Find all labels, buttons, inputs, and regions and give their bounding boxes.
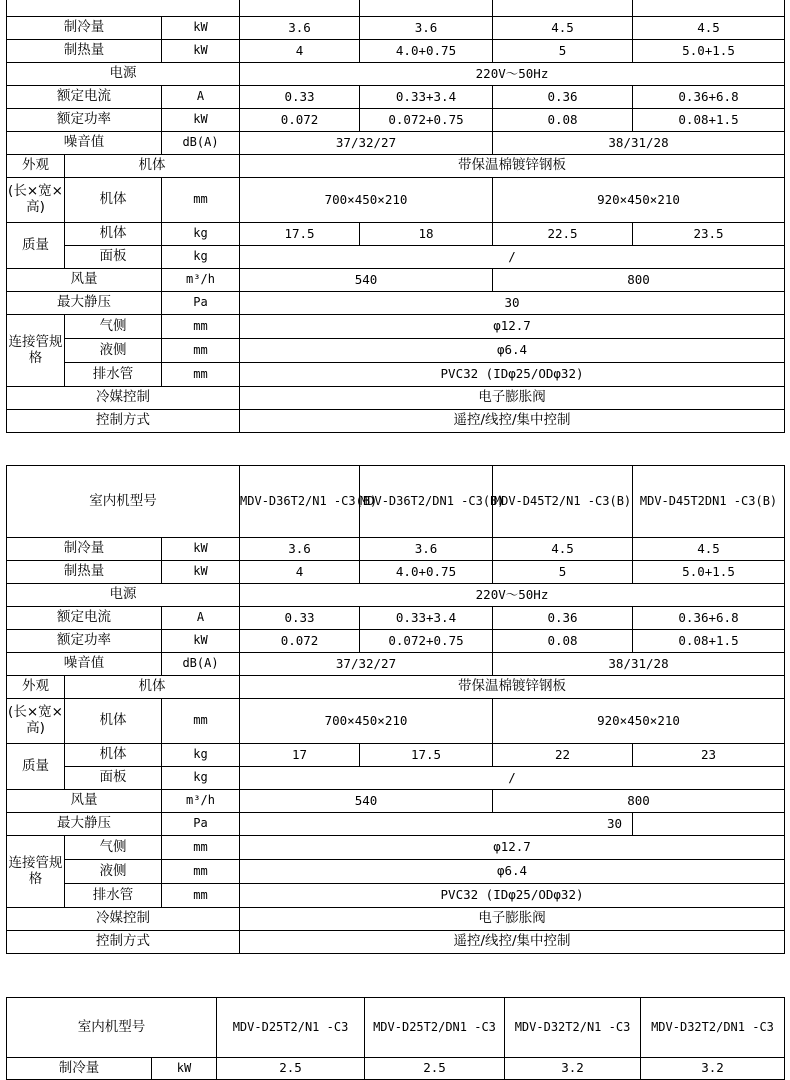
value-cell: φ12.7 [240, 836, 785, 860]
heating-label: 制热量 [7, 40, 162, 63]
value-cell: 920×450×210 [493, 699, 785, 744]
model-name: MDV-D36T2/DN1 -C3(B) [360, 466, 493, 538]
power-supply-label: 电源 [7, 584, 240, 607]
table-row [7, 561, 785, 584]
table-row [7, 813, 785, 836]
body-label: 机体 [65, 676, 240, 699]
unit-cell: kW [162, 109, 240, 132]
value-cell: 遥控/线控/集中控制 [240, 410, 785, 433]
empty-cell [633, 813, 785, 836]
value-cell: 5 [493, 561, 633, 584]
value-cell: 700×450×210 [240, 699, 493, 744]
value-cell: 4.5 [633, 538, 785, 561]
table-row [7, 387, 785, 410]
airflow-label: 风量 [7, 269, 162, 292]
value-cell: 38/31/28 [493, 653, 785, 676]
value-cell: 0.36+6.8 [633, 86, 785, 109]
table-row [7, 132, 785, 155]
unit-cell: kW [162, 561, 240, 584]
appearance-value: 带保温棉镀锌钢板 [240, 155, 785, 178]
unit-cell: kg [162, 767, 240, 790]
value-cell: 17.5 [240, 223, 360, 246]
table-row [7, 744, 785, 767]
model-header-label: 室内机型号 [7, 998, 217, 1058]
value-cell: 0.072+0.75 [360, 630, 493, 653]
refrigerant-control-label: 冷媒控制 [7, 387, 240, 410]
table-row [7, 223, 785, 246]
noise-label: 噪音值 [7, 653, 162, 676]
model-name [360, 0, 493, 17]
model-name [240, 0, 360, 17]
unit-cell: A [162, 607, 240, 630]
value-cell: 0.072 [240, 630, 360, 653]
unit-cell: mm [162, 339, 240, 363]
model-name [493, 0, 633, 17]
value-cell: 800 [493, 790, 785, 813]
value-cell: 700×450×210 [240, 178, 493, 223]
panel-label: 面板 [65, 767, 162, 790]
value-cell: 38/31/28 [493, 132, 785, 155]
value-cell: 4.5 [493, 17, 633, 40]
value-cell: 3.2 [505, 1058, 641, 1080]
table-row [7, 466, 785, 538]
table-row [7, 315, 785, 339]
appearance-label: 外观 [7, 155, 65, 178]
cooling-label: 制冷量 [7, 17, 162, 40]
value-cell: 800 [493, 269, 785, 292]
connecting-pipe-label: 连接管规格 [7, 836, 65, 908]
value-cell: 3.6 [240, 17, 360, 40]
body-label: 机体 [65, 744, 162, 767]
value-cell: 540 [240, 790, 493, 813]
cooling-label: 制冷量 [7, 538, 162, 561]
value-cell: 30 [240, 292, 785, 315]
appearance-label: 外观 [7, 676, 65, 699]
value-cell: 23 [633, 744, 785, 767]
value-cell: 540 [240, 269, 493, 292]
control-method-label: 控制方式 [7, 410, 240, 433]
value-cell: 0.36 [493, 607, 633, 630]
table-row [7, 109, 785, 132]
table-row [7, 699, 785, 744]
value-cell: 23.5 [633, 223, 785, 246]
table-row [7, 0, 785, 17]
drain-pipe-label: 排水管 [65, 363, 162, 387]
rated-power-label: 额定功率 [7, 630, 162, 653]
value-cell: 5.0+1.5 [633, 40, 785, 63]
table-row [7, 931, 785, 954]
value-cell: 4.0+0.75 [360, 561, 493, 584]
connecting-pipe-label: 连接管规格 [7, 315, 65, 387]
value-cell: 30 [240, 813, 633, 836]
value-cell: / [240, 767, 785, 790]
value-cell: 0.33 [240, 607, 360, 630]
value-cell: 37/32/27 [240, 653, 493, 676]
rated-current-label: 额定电流 [7, 86, 162, 109]
control-method-label: 控制方式 [7, 931, 240, 954]
model-name: MDV-D32T2/N1 -C3 [505, 998, 641, 1058]
value-cell: 3.2 [641, 1058, 785, 1080]
table-row [7, 63, 785, 86]
model-name: MDV-D45T2DN1 -C3(B) [633, 466, 785, 538]
body-label: 机体 [65, 699, 162, 744]
max-static-pressure-label: 最大静压 [7, 813, 162, 836]
unit-cell: dB(A) [162, 132, 240, 155]
value-cell: 4.5 [633, 17, 785, 40]
value-cell: 0.08+1.5 [633, 109, 785, 132]
body-label: 机体 [65, 155, 240, 178]
value-cell: 3.6 [240, 538, 360, 561]
value-cell: 5.0+1.5 [633, 561, 785, 584]
table-row [7, 584, 785, 607]
unit-cell: m³/h [162, 269, 240, 292]
table-row [7, 1058, 785, 1080]
unit-cell: kW [162, 538, 240, 561]
spec-table-1 [6, 0, 785, 433]
value-cell: 5 [493, 40, 633, 63]
value-cell: 17.5 [360, 744, 493, 767]
value-cell: φ6.4 [240, 339, 785, 363]
value-cell: 0.33 [240, 86, 360, 109]
table-row [7, 630, 785, 653]
gas-side-label: 气侧 [65, 836, 162, 860]
table-row [7, 790, 785, 813]
model-name [633, 0, 785, 17]
body-label: 机体 [65, 178, 162, 223]
drain-pipe-label: 排水管 [65, 884, 162, 908]
rated-power-label: 额定功率 [7, 109, 162, 132]
noise-label: 噪音值 [7, 132, 162, 155]
value-cell: 0.36 [493, 86, 633, 109]
table-row [7, 363, 785, 387]
value-cell: 0.33+3.4 [360, 86, 493, 109]
unit-cell: dB(A) [162, 653, 240, 676]
value-cell: 37/32/27 [240, 132, 493, 155]
liquid-side-label: 液侧 [65, 339, 162, 363]
refrigerant-control-label: 冷媒控制 [7, 908, 240, 931]
table-row [7, 178, 785, 223]
unit-cell: kW [162, 40, 240, 63]
unit-cell: mm [162, 178, 240, 223]
table-row [7, 40, 785, 63]
airflow-label: 风量 [7, 790, 162, 813]
table-row [7, 155, 785, 178]
value-cell: 0.36+6.8 [633, 607, 785, 630]
value-cell: 3.6 [360, 17, 493, 40]
unit-cell: mm [162, 836, 240, 860]
model-name: MDV-D25T2/N1 -C3 [217, 998, 365, 1058]
value-cell: 3.6 [360, 538, 493, 561]
table-row [7, 269, 785, 292]
table-row [7, 86, 785, 109]
model-header-label [7, 0, 240, 17]
dimension-label: (长×宽×高) [7, 699, 65, 744]
value-cell: 电子膨胀阀 [240, 387, 785, 410]
table-row [7, 860, 785, 884]
table-row [7, 17, 785, 40]
value-cell: 920×450×210 [493, 178, 785, 223]
cooling-label: 制冷量 [7, 1058, 152, 1080]
unit-cell: Pa [162, 813, 240, 836]
table-row [7, 246, 785, 269]
value-cell: 18 [360, 223, 493, 246]
unit-cell: kg [162, 744, 240, 767]
table-row [7, 836, 785, 860]
unit-cell: m³/h [162, 790, 240, 813]
unit-cell: kW [162, 17, 240, 40]
value-cell: 0.08+1.5 [633, 630, 785, 653]
power-supply-value: 220V～50Hz [240, 584, 785, 607]
table-row [7, 607, 785, 630]
value-cell: 2.5 [365, 1058, 505, 1080]
value-cell: 22.5 [493, 223, 633, 246]
power-supply-value: 220V～50Hz [240, 63, 785, 86]
value-cell: 电子膨胀阀 [240, 908, 785, 931]
value-cell: 0.33+3.4 [360, 607, 493, 630]
unit-cell: mm [162, 699, 240, 744]
table-row [7, 676, 785, 699]
value-cell: PVC32 (IDφ25/ODφ32) [240, 363, 785, 387]
model-name: MDV-D45T2/N1 -C3(B) [493, 466, 633, 538]
body-label: 机体 [65, 223, 162, 246]
spec-table-3 [6, 997, 785, 1080]
value-cell: PVC32 (IDφ25/ODφ32) [240, 884, 785, 908]
dimension-label: (长×宽×高) [7, 178, 65, 223]
value-cell: 0.08 [493, 630, 633, 653]
value-cell: 遥控/线控/集中控制 [240, 931, 785, 954]
value-cell: 17 [240, 744, 360, 767]
unit-cell: mm [162, 884, 240, 908]
unit-cell: Pa [162, 292, 240, 315]
table-row [7, 767, 785, 790]
unit-cell: kg [162, 246, 240, 269]
value-cell: 0.08 [493, 109, 633, 132]
table-row [7, 410, 785, 433]
table-row [7, 908, 785, 931]
table-row [7, 998, 785, 1058]
heating-label: 制热量 [7, 561, 162, 584]
appearance-value: 带保温棉镀锌钢板 [240, 676, 785, 699]
value-cell: φ12.7 [240, 315, 785, 339]
value-cell: / [240, 246, 785, 269]
value-cell: 4.0+0.75 [360, 40, 493, 63]
unit-cell: mm [162, 315, 240, 339]
model-name: MDV-D36T2/N1 -C3(B) [240, 466, 360, 538]
value-cell: 4 [240, 40, 360, 63]
mass-label: 质量 [7, 744, 65, 790]
spec-table-2 [6, 465, 785, 954]
table-row [7, 339, 785, 363]
panel-label: 面板 [65, 246, 162, 269]
liquid-side-label: 液侧 [65, 860, 162, 884]
model-name: MDV-D32T2/DN1 -C3 [641, 998, 785, 1058]
unit-cell: mm [162, 860, 240, 884]
value-cell: 4 [240, 561, 360, 584]
unit-cell: kW [162, 630, 240, 653]
mass-label: 质量 [7, 223, 65, 269]
unit-cell: kg [162, 223, 240, 246]
model-name: MDV-D25T2/DN1 -C3 [365, 998, 505, 1058]
table-row [7, 653, 785, 676]
table-row [7, 292, 785, 315]
value-cell: 0.072 [240, 109, 360, 132]
power-supply-label: 电源 [7, 63, 240, 86]
value-cell: φ6.4 [240, 860, 785, 884]
value-cell: 22 [493, 744, 633, 767]
unit-cell: A [162, 86, 240, 109]
max-static-pressure-label: 最大静压 [7, 292, 162, 315]
rated-current-label: 额定电流 [7, 607, 162, 630]
value-cell: 0.072+0.75 [360, 109, 493, 132]
unit-cell: mm [162, 363, 240, 387]
table-row [7, 538, 785, 561]
unit-cell: kW [152, 1058, 217, 1080]
gas-side-label: 气侧 [65, 315, 162, 339]
model-header-label: 室内机型号 [7, 466, 240, 538]
value-cell: 4.5 [493, 538, 633, 561]
value-cell: 2.5 [217, 1058, 365, 1080]
table-row [7, 884, 785, 908]
